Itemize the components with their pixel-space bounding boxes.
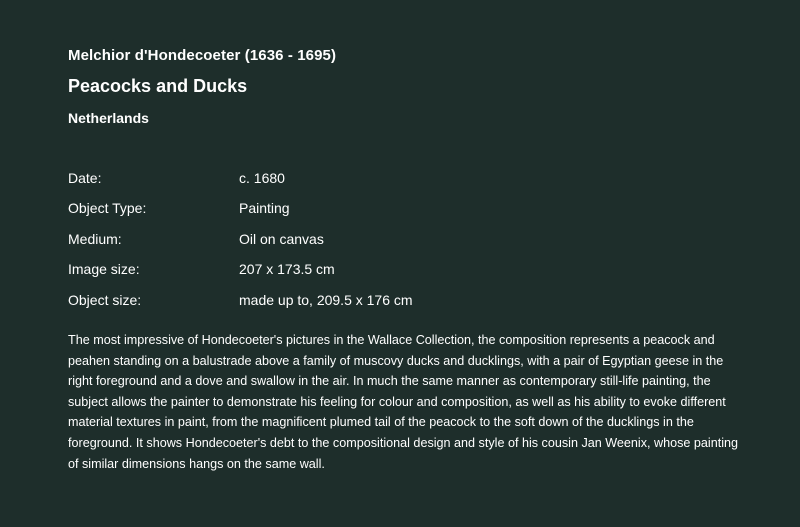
details-list: [68, 170, 768, 322]
detail-row-date: [68, 170, 768, 200]
detail-label: Object Type:: [68, 200, 147, 217]
detail-row-image-size: [68, 261, 768, 291]
detail-value: made up to, 209.5 x 176 cm: [239, 291, 413, 308]
detail-label: Image size:: [68, 261, 140, 278]
detail-label: Object size:: [68, 291, 142, 308]
detail-value: 207 x 173.5 cm: [239, 261, 335, 278]
detail-row-object-type: [68, 200, 768, 230]
artwork-description: The most impressive of Hondecoeter's pictures in the Wallace Collection, the composition represents a peacock and peahen standing on a balustrade above a family of muscovy ducks and ducklings, with a pair of Egyptian geese in the right foreground and a dove and swallow in the air. In much the same manner as contemporary still-life painting, the subject allows the painter to demonstrate his feeling for colour and composition, as well as his ability to evoke different material textures in paint, from the magnificent plumed tail of the peacock to the soft down of the ducklings in the foreground. It shows Hondecoeter's debt to the compositional design and style of his cousin Jan Weenix, whose painting of similar dimensions hangs on the same wall.: [68, 333, 739, 471]
detail-value: Painting: [239, 200, 290, 217]
detail-value: Oil on canvas: [239, 230, 324, 247]
detail-value: c. 1680: [239, 170, 285, 186]
artwork-title: Peacocks and Ducks: [68, 76, 248, 96]
artist-name: Melchior d'Hondecoeter (1636 - 1695): [68, 47, 337, 64]
detail-label: Date:: [68, 170, 102, 186]
detail-row-object-size: [68, 292, 768, 322]
detail-row-medium: [68, 231, 768, 261]
detail-label: Medium:: [68, 230, 122, 247]
artwork-origin: Netherlands: [68, 110, 149, 126]
